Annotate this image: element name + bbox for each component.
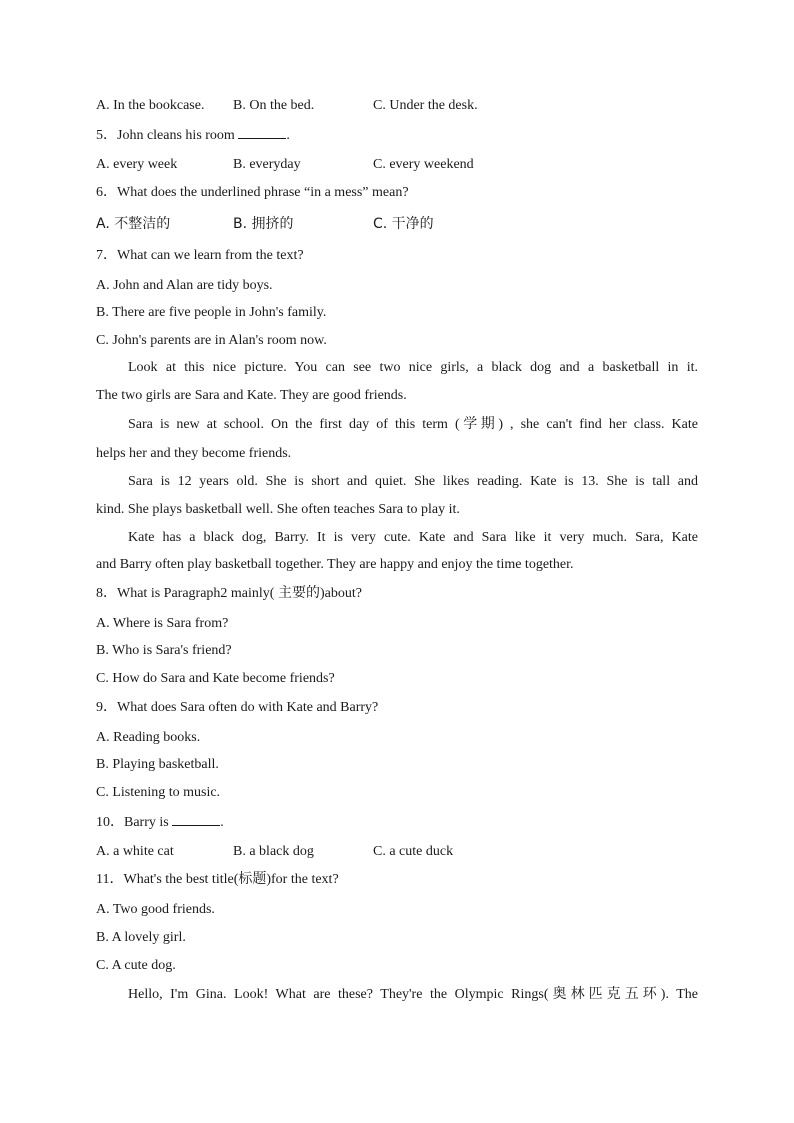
q5-option-b: B. everyday	[233, 157, 301, 172]
answer-blank	[238, 125, 286, 139]
q6-option-b: B. 拥挤的	[233, 216, 294, 232]
q4-options	[96, 96, 698, 116]
passage-p1-line2: The two girls are Sara and Kate. They are good friends.	[96, 388, 407, 403]
next-passage-line1: Hello, I'm Gina. Look! What are these? They're the Olympic Rings(奥林匹克五环). The	[128, 987, 698, 1002]
q5-option-c: C. every weekend	[373, 157, 474, 172]
q5-stem	[96, 125, 698, 146]
q10-option-a: A. a white cat	[96, 844, 174, 859]
q5-option-a: A. every week	[96, 157, 178, 172]
passage-p3-line1: Sara is 12 years old. She is short and quiet. She likes reading. Kate is 13. She is tall and	[128, 474, 698, 489]
q9-option-c: C. Listening to music.	[96, 785, 221, 800]
q10-option-c: C. a cute duck	[373, 844, 454, 859]
q10-option-b: B. a black dog	[233, 844, 314, 859]
passage-p4-line2: and Barry often play basketball together. They are happy and enjoy the time together.	[96, 557, 574, 572]
passage-p2-line1: Sara is new at school. On the first day of this term (学期) , she can't find her class. Kate	[128, 417, 698, 432]
q4-option-a: A. In the bookcase.	[96, 98, 205, 113]
passage-p3-line2: kind. She plays basketball well. She often teaches Sara to play it.	[96, 502, 460, 517]
q11-option-c: C. A cute dog.	[96, 958, 176, 973]
passage-p2-line2: helps her and they become friends.	[96, 446, 292, 461]
q6-option-c: C. 干净的	[373, 216, 434, 232]
q5-options	[96, 155, 698, 175]
answer-blank	[172, 812, 220, 826]
q6-stem: 6．What does the underlined phrase “in a mess” mean?	[96, 185, 409, 200]
q4-option-b: B. On the bed.	[233, 98, 315, 113]
q7-option-a: A. John and Alan are tidy boys.	[96, 278, 273, 293]
q4-option-c: C. Under the desk.	[373, 98, 478, 113]
passage-p1-line1: Look at this nice picture. You can see two nice girls, a black dog and a basketball in it.	[128, 360, 698, 375]
q7-option-c: C. John's parents are in Alan's room now.	[96, 333, 327, 348]
q6-options	[96, 214, 698, 234]
q11-option-b: B. A lovely girl.	[96, 930, 186, 945]
q8-option-a: A. Where is Sara from?	[96, 616, 229, 631]
q11-option-a: A. Two good friends.	[96, 902, 215, 917]
q5-stem-end: .	[286, 128, 290, 143]
q8-option-b: B. Who is Sara's friend?	[96, 643, 232, 658]
q10-stem-end: .	[220, 815, 224, 830]
q5-stem-text: 5．John cleans his room	[96, 128, 235, 143]
q10-options	[96, 842, 698, 862]
q7-stem: 7．What can we learn from the text?	[96, 248, 304, 263]
q11-stem: 11．What's the best title(标题)for the text?	[96, 872, 339, 887]
q6-option-a: A. 不整洁的	[96, 216, 171, 232]
q8-option-c: C. How do Sara and Kate become friends?	[96, 671, 335, 686]
q9-option-a: A. Reading books.	[96, 730, 201, 745]
q10-stem	[96, 812, 698, 833]
q9-stem: 9．What does Sara often do with Kate and Barry?	[96, 700, 379, 715]
q8-stem: 8．What is Paragraph2 mainly( 主要的)about?	[96, 586, 362, 601]
passage-p4-line1: Kate has a black dog, Barry. It is very cute. Kate and Sara like it very much. Sara, Kate	[128, 530, 698, 545]
q9-option-b: B. Playing basketball.	[96, 757, 219, 772]
q10-stem-text: 10．Barry is	[96, 815, 169, 830]
q7-option-b: B. There are five people in John's family.	[96, 305, 327, 320]
